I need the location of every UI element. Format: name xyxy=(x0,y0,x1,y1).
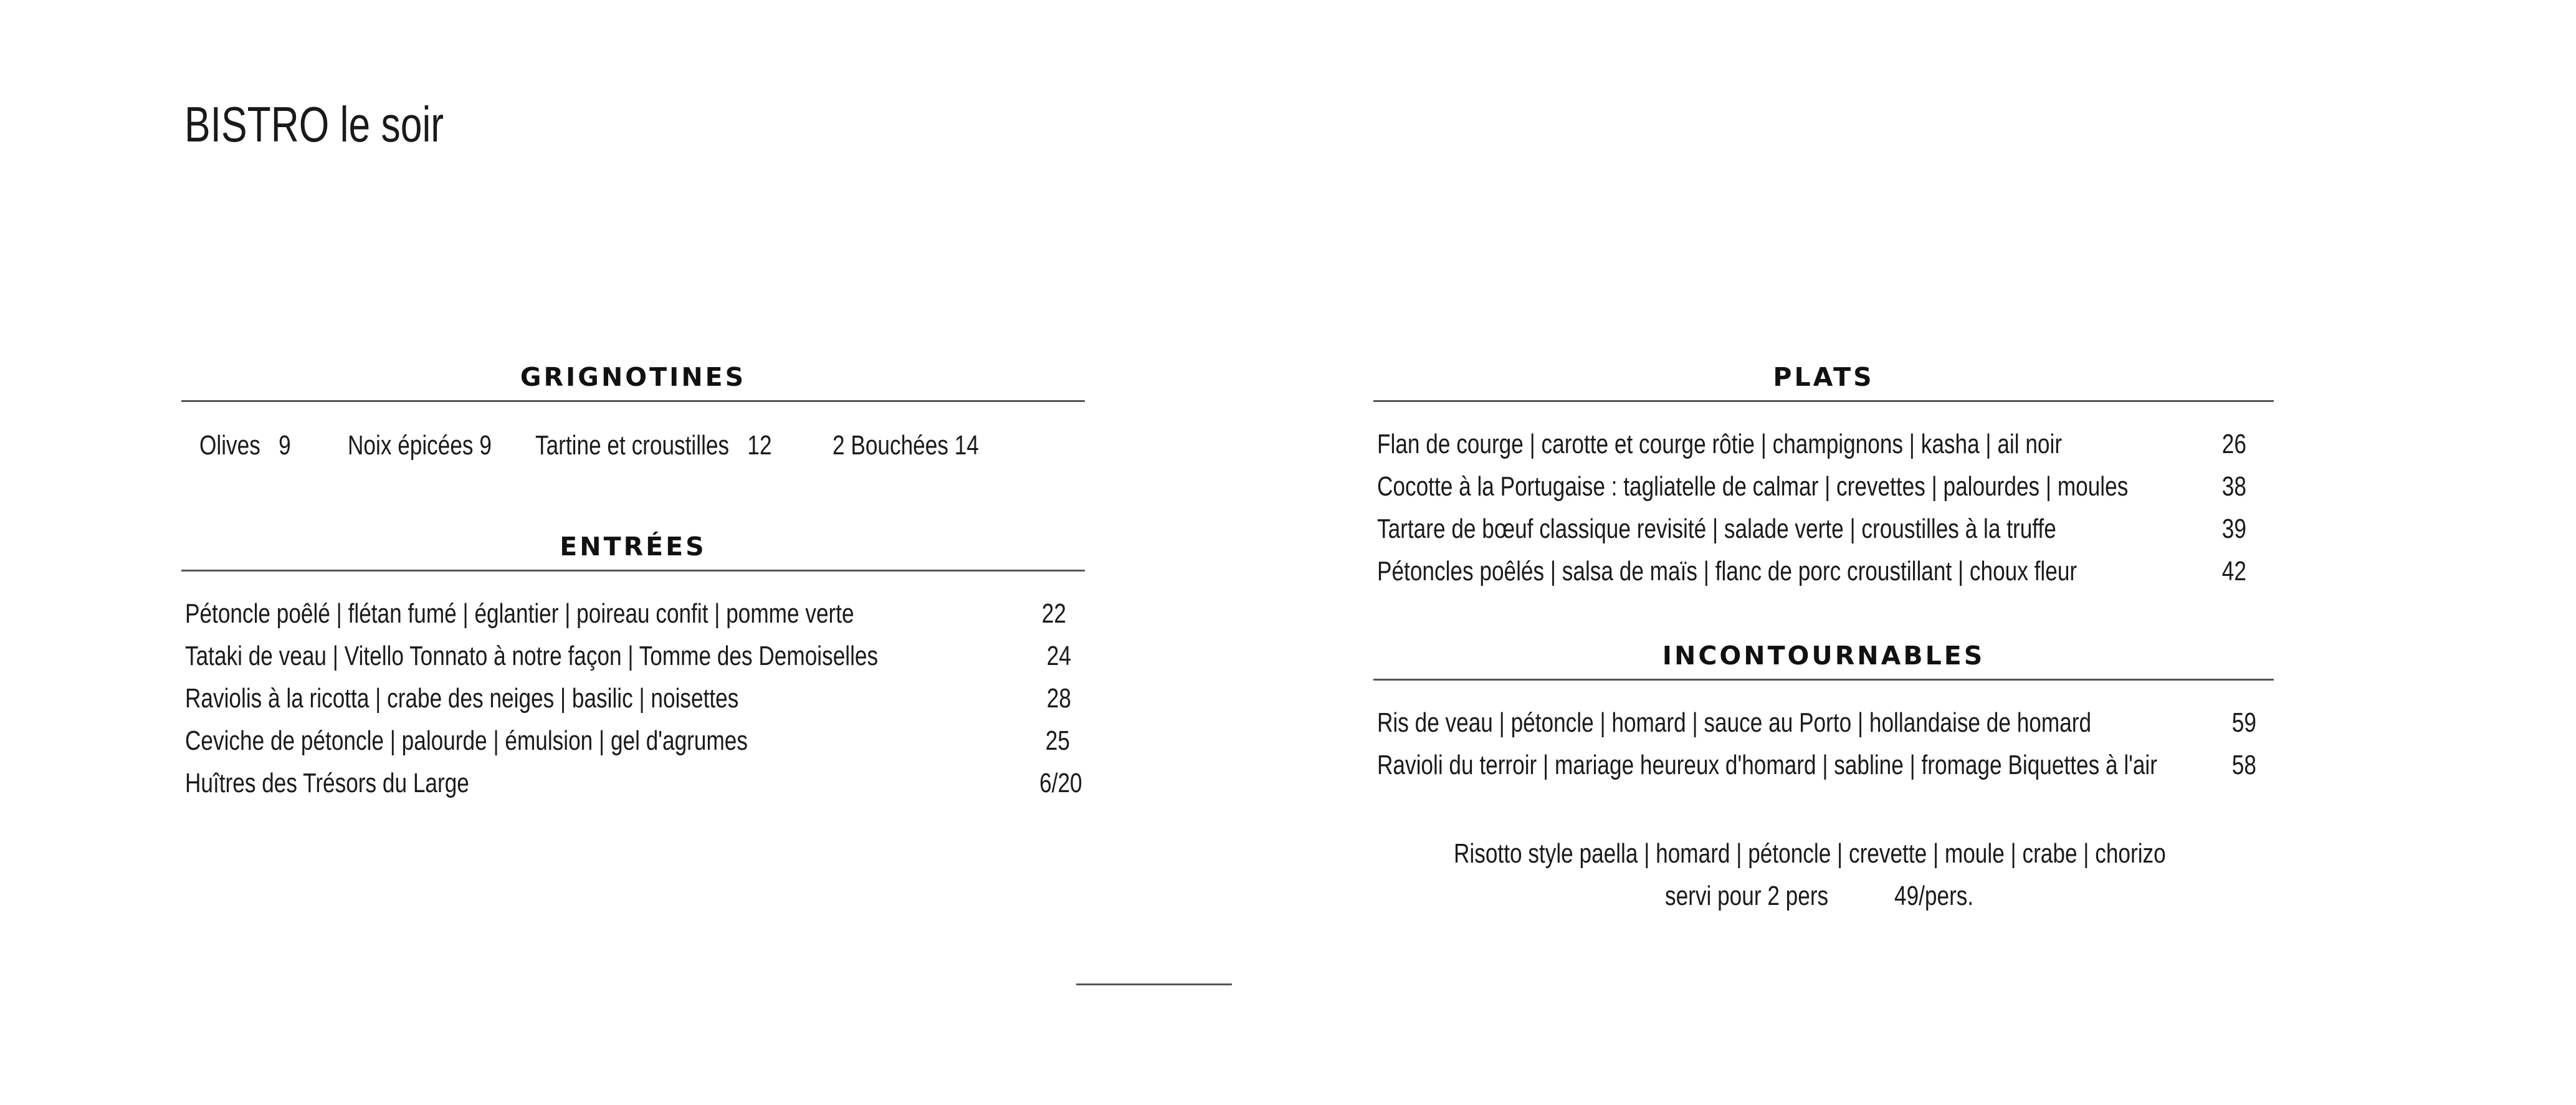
menu-title: BISTRO le soir xyxy=(184,97,444,152)
section-plats xyxy=(1373,361,2274,593)
special-serving: servi pour 2 pers xyxy=(1665,881,1829,911)
section-heading: INCONTOURNABLES xyxy=(1662,641,1985,671)
snack-row xyxy=(181,424,1085,467)
dish-name: Tataki de veau | Vitello Tonnato à notre façon | Tomme des Demoiselles xyxy=(185,641,879,671)
dish-name: Pétoncle poêlé | flétan fumé | églantier | poireau confit | pomme verte xyxy=(185,598,854,629)
dish-name: Raviolis à la ricotta | crabe des neiges | basilic | noisettes xyxy=(185,683,739,714)
section-incontournables xyxy=(1373,640,2274,787)
menu-item xyxy=(1373,550,2274,593)
dish-price: 59 xyxy=(2231,707,2256,738)
snack-item: 2 Bouchées 14 xyxy=(832,430,979,461)
snack-item: Olives 9 xyxy=(199,430,291,461)
snack-item: Noix épicées 9 xyxy=(348,430,492,461)
dish-price: 38 xyxy=(2221,471,2246,502)
dish-price: 58 xyxy=(2231,750,2256,780)
section-rule xyxy=(1373,400,2274,402)
section-rule xyxy=(181,400,1085,402)
menu-item xyxy=(1373,466,2274,508)
dish-price: 6/20 xyxy=(1039,768,1082,798)
menu-item xyxy=(181,677,1085,720)
menu-item xyxy=(181,593,1085,635)
section-rule xyxy=(1373,679,2274,681)
snack-item: Tartine et croustilles 12 xyxy=(535,430,772,461)
menu-item xyxy=(181,762,1085,805)
dish-price: 24 xyxy=(1046,641,1071,671)
dish-price: 28 xyxy=(1046,683,1071,714)
dish-name: Tartare de bœuf classique revisité | salade verte | croustilles à la truffe xyxy=(1377,514,2056,544)
section-heading: GRIGNOTINES xyxy=(520,362,747,392)
section-entrees xyxy=(181,531,1085,805)
section-rule xyxy=(181,570,1085,572)
section-heading: ENTRÉES xyxy=(560,532,707,562)
special-price: 49/pers. xyxy=(1894,881,1974,911)
menu-item xyxy=(181,720,1085,762)
menu-item xyxy=(181,635,1085,677)
dish-price: 39 xyxy=(2221,514,2246,544)
special-description: Risotto style paella | homard | pétoncle | crevette | moule | crabe | chorizo xyxy=(1454,838,2166,869)
section-grignotines xyxy=(181,361,1085,467)
menu-item xyxy=(1373,508,2274,550)
menu-item xyxy=(1373,423,2274,466)
bottom-divider xyxy=(1076,983,1232,985)
dish-price: 26 xyxy=(2221,429,2246,459)
dish-name: Ceviche de pétoncle | palourde | émulsion | gel d'agrumes xyxy=(185,725,748,756)
dish-name: Flan de courge | carotte et courge rôtie | champignons | kasha | ail noir xyxy=(1377,429,2063,459)
menu-item xyxy=(1373,744,2274,787)
section-heading: PLATS xyxy=(1773,362,1874,392)
dish-price: 22 xyxy=(1041,598,1066,629)
dish-name: Ravioli du terroir | mariage heureux d'homard | sabline | fromage Biquettes à l'air xyxy=(1377,750,2157,780)
dish-price: 25 xyxy=(1045,725,1070,756)
menu-item xyxy=(1373,702,2274,744)
dish-name: Pétoncles poêlés | salsa de maïs | flanc de porc croustillant | choux fleur xyxy=(1377,556,2077,586)
dish-price: 42 xyxy=(2221,556,2246,586)
dish-name: Cocotte à la Portugaise : tagliatelle de calmar | crevettes | palourdes | moules xyxy=(1377,471,2129,502)
dish-name: Huîtres des Trésors du Large xyxy=(185,768,469,798)
dish-name: Ris de veau | pétoncle | homard | sauce au Porto | hollandaise de homard xyxy=(1377,707,2092,738)
